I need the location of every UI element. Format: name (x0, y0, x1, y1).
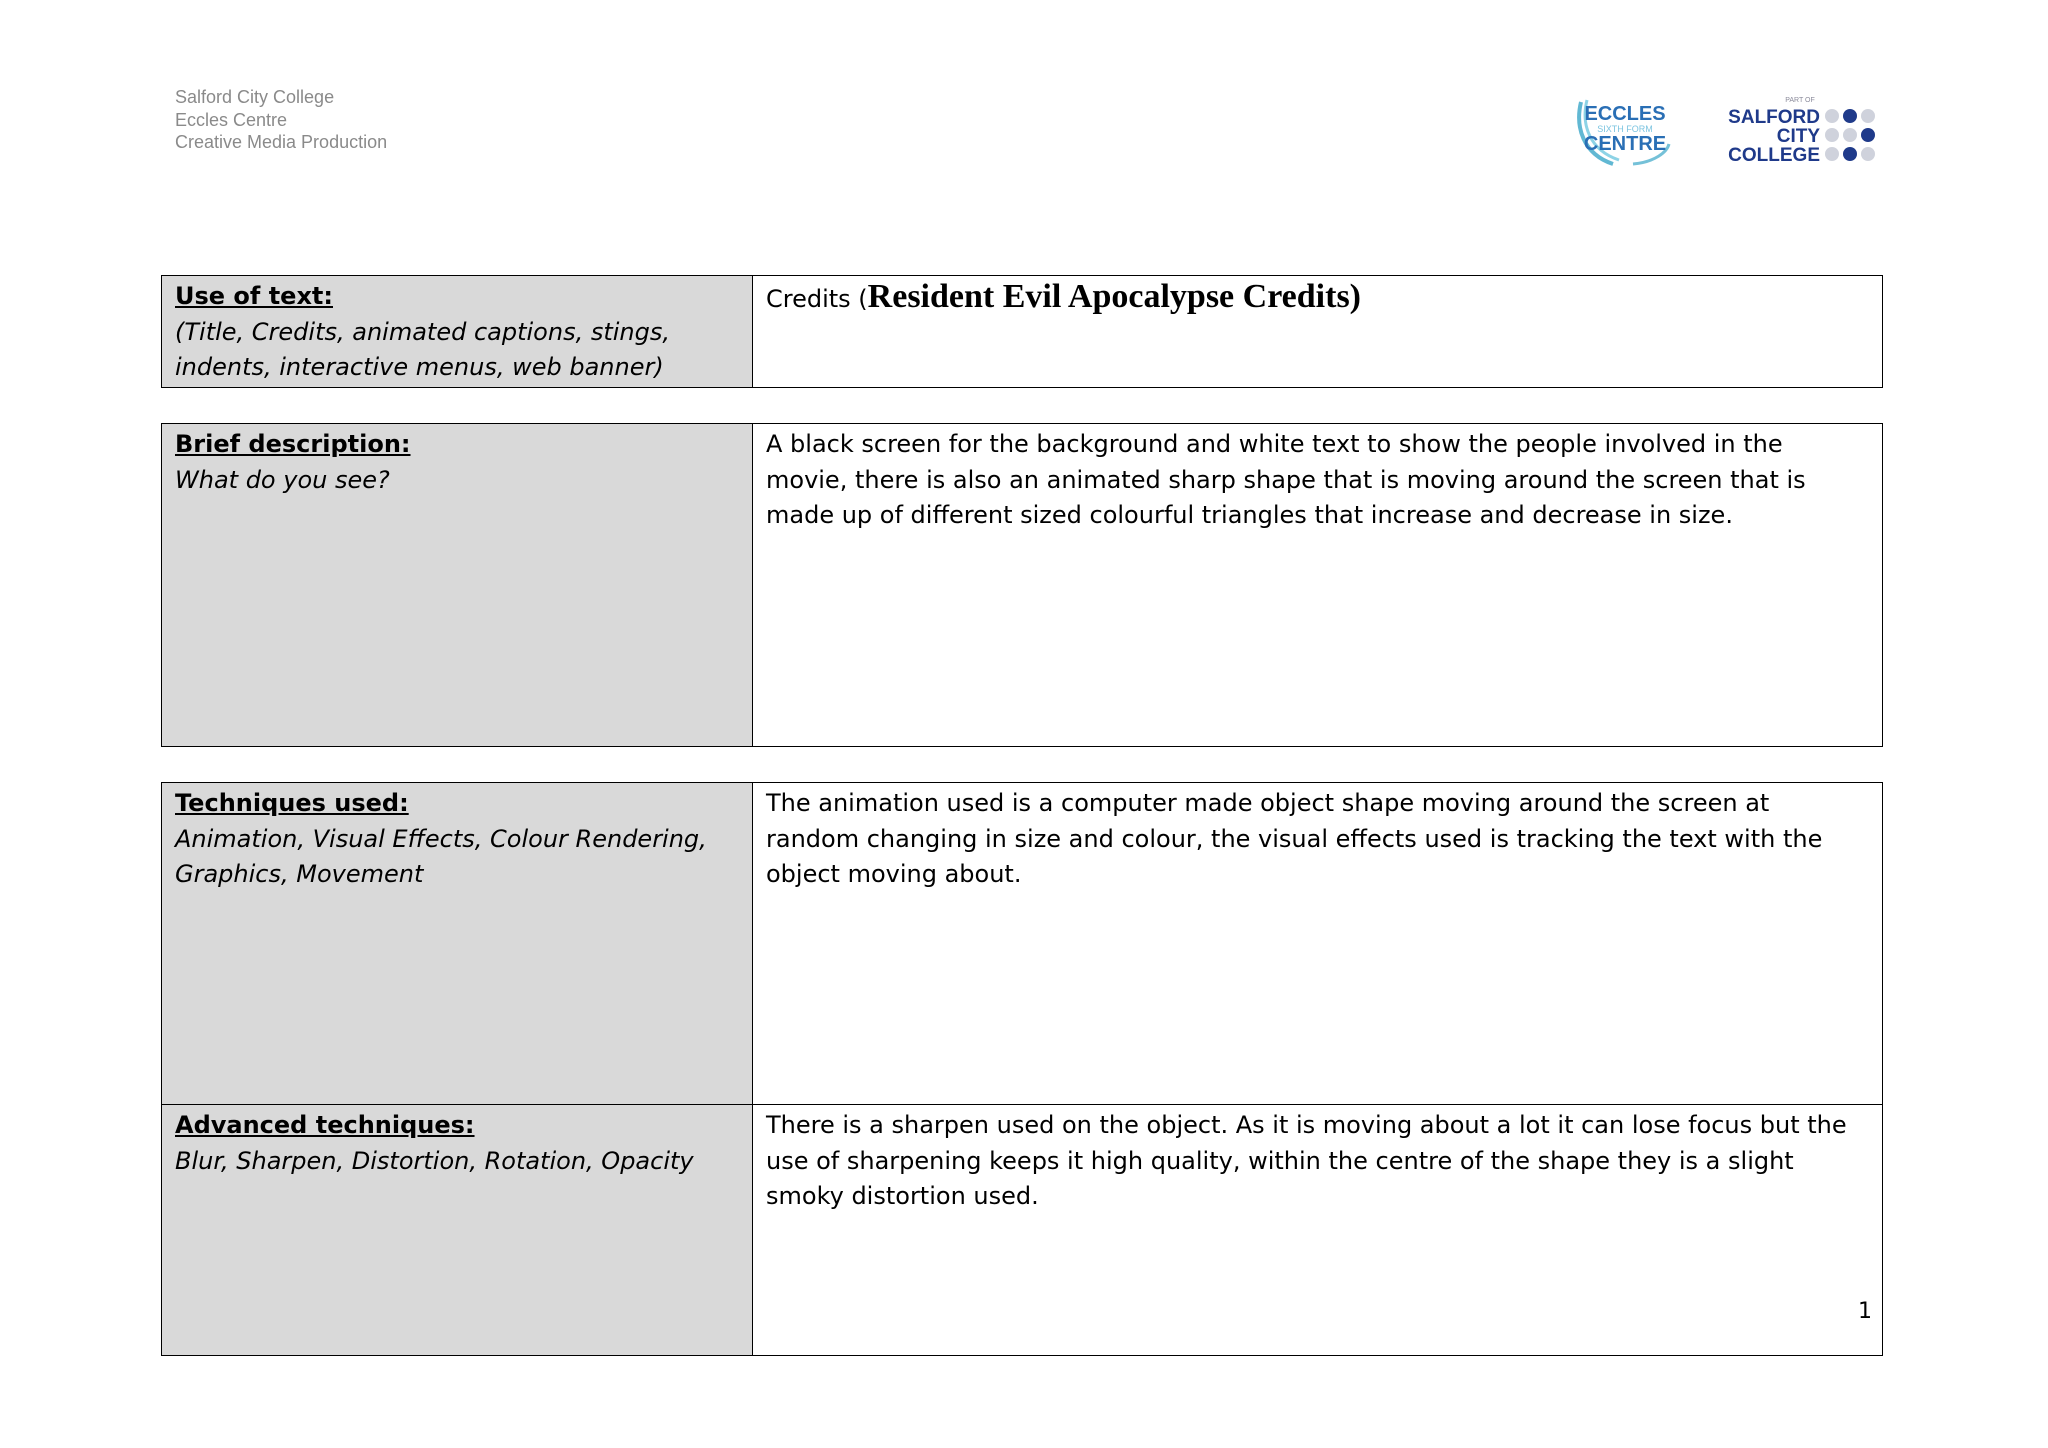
use-of-text-hint: (Title, Credits, animated captions, stings, indents, interactive menus, web banner) (175, 317, 670, 381)
use-of-text-value-cell (753, 276, 1883, 388)
credits-prefix: Credits ( (766, 285, 868, 313)
salford-city-college-logo (1728, 92, 1888, 170)
techniques-used-value-cell (753, 783, 1883, 1105)
page-number: 1 (1858, 1298, 1872, 1324)
brief-description-hint: What do you see? (175, 465, 390, 494)
salford-logo-small: PART OF (1785, 97, 1815, 104)
brief-description-table (161, 423, 1883, 747)
advanced-techniques-label-cell (162, 1105, 753, 1356)
course-name: Creative Media Production (175, 132, 388, 152)
eccles-centre-logo (1573, 92, 1673, 170)
eccles-logo-line1: ECCLES (1584, 103, 1666, 125)
use-of-text-title: Use of text: (175, 282, 333, 310)
eccles-logo-line2: SIXTH FORM (1597, 124, 1653, 134)
salford-logo-line1: SALFORD (1728, 107, 1820, 128)
use-of-text-label-cell (162, 276, 753, 388)
brief-description-value-cell (753, 424, 1883, 747)
techniques-used-value: The animation used is a computer made object shape moving around the screen at random changing in size and colour, the visual effects used is tracking the text with the object moving about. (766, 789, 1823, 888)
brief-description-label-cell (162, 424, 753, 747)
salford-logo-line3: COLLEGE (1728, 145, 1820, 166)
techniques-table (161, 782, 1883, 1356)
techniques-used-hint: Animation, Visual Effects, Colour Rendering, Graphics, Movement (175, 824, 707, 888)
advanced-techniques-title: Advanced techniques: (175, 1111, 475, 1139)
credits-title: Resident Evil Apocalypse Credits) (867, 278, 1362, 315)
techniques-used-label-cell (162, 783, 753, 1105)
brief-description-title: Brief description: (175, 430, 411, 458)
advanced-techniques-hint: Blur, Sharpen, Distortion, Rotation, Opacity (175, 1146, 694, 1175)
advanced-techniques-value: There is a sharpen used on the object. As it is moving about a lot it can lose focus but the use of sharpening keeps it high quality, within the centre of the shape they is a slight smoky distortion used. (766, 1111, 1847, 1210)
eccles-logo-line3: CENTRE (1583, 133, 1667, 155)
centre-name: Eccles Centre (175, 109, 288, 130)
techniques-used-title: Techniques used: (175, 789, 409, 817)
college-name: Salford City College (175, 87, 335, 107)
brief-description-value: A black screen for the background and white text to show the people involved in the movie, there is also an animated sharp shape that is moving around the screen that is made up of different sized colourful triangles that increase and decrease in size. (766, 430, 1806, 529)
advanced-techniques-value-cell (753, 1105, 1883, 1356)
salford-logo-line2: CITY (1776, 126, 1820, 147)
use-of-text-table (161, 275, 1883, 388)
college-header (175, 86, 387, 154)
